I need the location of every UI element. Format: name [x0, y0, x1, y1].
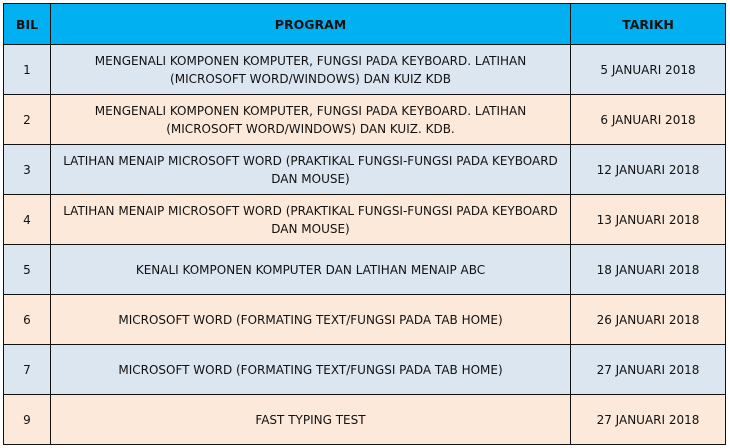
- header-bil: BIL: [4, 4, 51, 45]
- cell-bil: 5: [4, 245, 51, 295]
- cell-program: LATIHAN MENAIP MICROSOFT WORD (PRAKTIKAL FUNGSI-FUNGSI PADA KEYBOARD DAN MOUSE): [51, 195, 571, 245]
- cell-tarikh: 5 JANUARI 2018: [571, 45, 726, 95]
- table-row: [4, 295, 726, 345]
- cell-program: KENALI KOMPONEN KOMPUTER DAN LATIHAN MENAIP ABC: [51, 245, 571, 295]
- table-row: [4, 95, 726, 145]
- cell-program: MENGENALI KOMPONEN KOMPUTER, FUNGSI PADA KEYBOARD. LATIHAN (MICROSOFT WORD/WINDOWS) DAN KUIZ KDB: [51, 45, 571, 95]
- cell-program: MENGENALI KOMPONEN KOMPUTER, FUNGSI PADA KEYBOARD. LATIHAN (MICROSOFT WORD/WINDOWS) DAN KUIZ. KDB.: [51, 95, 571, 145]
- table-row: [4, 345, 726, 395]
- cell-tarikh: 12 JANUARI 2018: [571, 145, 726, 195]
- cell-program: FAST TYPING TEST: [51, 395, 571, 445]
- header-tarikh: TARIKH: [571, 4, 726, 45]
- cell-bil: 2: [4, 95, 51, 145]
- program-schedule-table: [3, 3, 726, 445]
- cell-bil: 7: [4, 345, 51, 395]
- cell-bil: 3: [4, 145, 51, 195]
- cell-tarikh: 18 JANUARI 2018: [571, 245, 726, 295]
- table-row: [4, 245, 726, 295]
- header-program: PROGRAM: [51, 4, 571, 45]
- cell-program: MICROSOFT WORD (FORMATING TEXT/FUNGSI PADA TAB HOME): [51, 345, 571, 395]
- cell-program: MICROSOFT WORD (FORMATING TEXT/FUNGSI PADA TAB HOME): [51, 295, 571, 345]
- table-row: [4, 195, 726, 245]
- cell-tarikh: 27 JANUARI 2018: [571, 345, 726, 395]
- table-row: [4, 45, 726, 95]
- cell-bil: 6: [4, 295, 51, 345]
- cell-program: LATIHAN MENAIP MICROSOFT WORD (PRAKTIKAL FUNGSI-FUNGSI PADA KEYBOARD DAN MOUSE): [51, 145, 571, 195]
- cell-tarikh: 26 JANUARI 2018: [571, 295, 726, 345]
- table-row: [4, 145, 726, 195]
- cell-tarikh: 27 JANUARI 2018: [571, 395, 726, 445]
- cell-bil: 1: [4, 45, 51, 95]
- table-header-row: [4, 4, 726, 45]
- cell-bil: 9: [4, 395, 51, 445]
- cell-tarikh: 6 JANUARI 2018: [571, 95, 726, 145]
- cell-tarikh: 13 JANUARI 2018: [571, 195, 726, 245]
- cell-bil: 4: [4, 195, 51, 245]
- table-row: [4, 395, 726, 445]
